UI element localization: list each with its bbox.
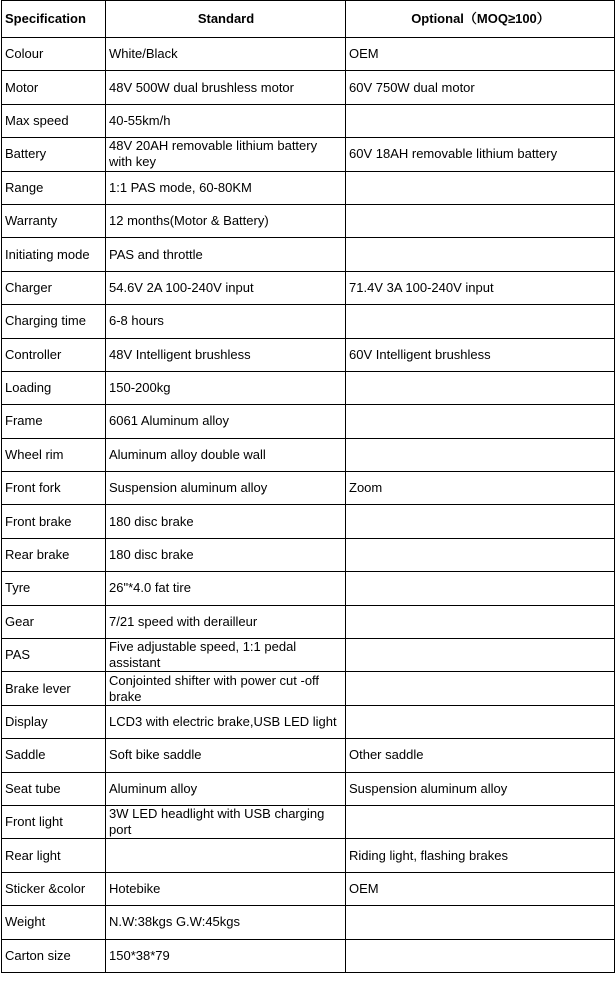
table-row: [2, 639, 615, 672]
standard-cell: 6061 Aluminum alloy: [106, 405, 346, 438]
header-optional: Optional（MOQ≥100）: [346, 1, 615, 38]
table-row: [2, 739, 615, 772]
table-row: [2, 572, 615, 605]
standard-cell: 1:1 PAS mode, 60-80KM: [106, 171, 346, 204]
spec-cell: Sticker &color: [2, 872, 106, 905]
spec-cell: Gear: [2, 605, 106, 638]
spec-cell: Max speed: [2, 104, 106, 137]
spec-cell: Initiating mode: [2, 238, 106, 271]
standard-cell: 48V 20AH removable lithium battery with key: [106, 138, 346, 171]
optional-cell: [346, 805, 615, 838]
spec-cell: Tyre: [2, 572, 106, 605]
table-row: [2, 405, 615, 438]
table-row: [2, 472, 615, 505]
optional-cell: [346, 538, 615, 571]
optional-cell: [346, 371, 615, 404]
header-specification: Specification: [2, 1, 106, 38]
standard-cell: N.W:38kgs G.W:45kgs: [106, 906, 346, 939]
optional-cell: [346, 405, 615, 438]
specification-table: [1, 0, 615, 973]
optional-cell: [346, 572, 615, 605]
optional-cell: [346, 605, 615, 638]
standard-cell: 26"*4.0 fat tire: [106, 572, 346, 605]
optional-cell: [346, 906, 615, 939]
spec-cell: Range: [2, 171, 106, 204]
table-row: [2, 204, 615, 237]
standard-cell: White/Black: [106, 38, 346, 71]
optional-cell: [346, 505, 615, 538]
optional-cell: Suspension aluminum alloy: [346, 772, 615, 805]
spec-cell: Weight: [2, 906, 106, 939]
spec-cell: Saddle: [2, 739, 106, 772]
spec-cell: Frame: [2, 405, 106, 438]
spec-cell: Display: [2, 705, 106, 738]
standard-cell: Aluminum alloy double wall: [106, 438, 346, 471]
table-row: [2, 805, 615, 838]
spec-cell: Front light: [2, 805, 106, 838]
standard-cell: PAS and throttle: [106, 238, 346, 271]
standard-cell: Conjointed shifter with power cut -off brake: [106, 672, 346, 705]
optional-cell: Other saddle: [346, 739, 615, 772]
standard-cell: 48V Intelligent brushless: [106, 338, 346, 371]
standard-cell: LCD3 with electric brake,USB LED light: [106, 705, 346, 738]
optional-cell: Riding light, flashing brakes: [346, 839, 615, 872]
table-row: [2, 939, 615, 972]
optional-cell: [346, 171, 615, 204]
optional-cell: OEM: [346, 38, 615, 71]
standard-cell: 54.6V 2A 100-240V input: [106, 271, 346, 304]
standard-cell: Hotebike: [106, 872, 346, 905]
spec-cell: Controller: [2, 338, 106, 371]
spec-cell: Wheel rim: [2, 438, 106, 471]
spec-cell: Charger: [2, 271, 106, 304]
optional-cell: Zoom: [346, 472, 615, 505]
table-row: [2, 371, 615, 404]
table-row: [2, 538, 615, 571]
standard-cell: [106, 839, 346, 872]
table-row: [2, 872, 615, 905]
optional-cell: OEM: [346, 872, 615, 905]
spec-cell: Brake lever: [2, 672, 106, 705]
optional-cell: [346, 939, 615, 972]
standard-cell: 6-8 hours: [106, 305, 346, 338]
optional-cell: [346, 672, 615, 705]
standard-cell: 40-55km/h: [106, 104, 346, 137]
standard-cell: 48V 500W dual brushless motor: [106, 71, 346, 104]
spec-cell: Seat tube: [2, 772, 106, 805]
table-row: [2, 271, 615, 304]
standard-cell: 3W LED headlight with USB charging port: [106, 805, 346, 838]
spec-cell: Rear light: [2, 839, 106, 872]
optional-cell: [346, 204, 615, 237]
standard-cell: 150*38*79: [106, 939, 346, 972]
standard-cell: 180 disc brake: [106, 538, 346, 571]
table-row: [2, 71, 615, 104]
table-row: [2, 438, 615, 471]
standard-cell: Suspension aluminum alloy: [106, 472, 346, 505]
spec-cell: Warranty: [2, 204, 106, 237]
table-row: [2, 238, 615, 271]
spec-cell: Charging time: [2, 305, 106, 338]
spec-cell: PAS: [2, 639, 106, 672]
table-row: [2, 772, 615, 805]
table-row: [2, 705, 615, 738]
spec-cell: Front brake: [2, 505, 106, 538]
table-row: [2, 505, 615, 538]
table-row: [2, 138, 615, 171]
table-row: [2, 906, 615, 939]
header-standard: Standard: [106, 1, 346, 38]
table-row: [2, 104, 615, 137]
optional-cell: [346, 705, 615, 738]
spec-cell: Loading: [2, 371, 106, 404]
optional-cell: 71.4V 3A 100-240V input: [346, 271, 615, 304]
table-row: [2, 171, 615, 204]
standard-cell: 7/21 speed with derailleur: [106, 605, 346, 638]
table-row: [2, 338, 615, 371]
optional-cell: [346, 104, 615, 137]
standard-cell: 12 months(Motor & Battery): [106, 204, 346, 237]
table-body: [2, 38, 615, 973]
standard-cell: Five adjustable speed, 1:1 pedal assistant: [106, 639, 346, 672]
table-header-row: [2, 1, 615, 38]
standard-cell: Aluminum alloy: [106, 772, 346, 805]
spec-cell: Battery: [2, 138, 106, 171]
table-row: [2, 305, 615, 338]
table-row: [2, 839, 615, 872]
table-row: [2, 38, 615, 71]
standard-cell: Soft bike saddle: [106, 739, 346, 772]
spec-cell: Rear brake: [2, 538, 106, 571]
optional-cell: [346, 238, 615, 271]
optional-cell: [346, 438, 615, 471]
spec-cell: Motor: [2, 71, 106, 104]
standard-cell: 180 disc brake: [106, 505, 346, 538]
standard-cell: 150-200kg: [106, 371, 346, 404]
spec-cell: Carton size: [2, 939, 106, 972]
optional-cell: 60V 18AH removable lithium battery: [346, 138, 615, 171]
optional-cell: [346, 639, 615, 672]
table-row: [2, 605, 615, 638]
spec-cell: Front fork: [2, 472, 106, 505]
optional-cell: 60V 750W dual motor: [346, 71, 615, 104]
table-row: [2, 672, 615, 705]
optional-cell: [346, 305, 615, 338]
spec-cell: Colour: [2, 38, 106, 71]
optional-cell: 60V Intelligent brushless: [346, 338, 615, 371]
